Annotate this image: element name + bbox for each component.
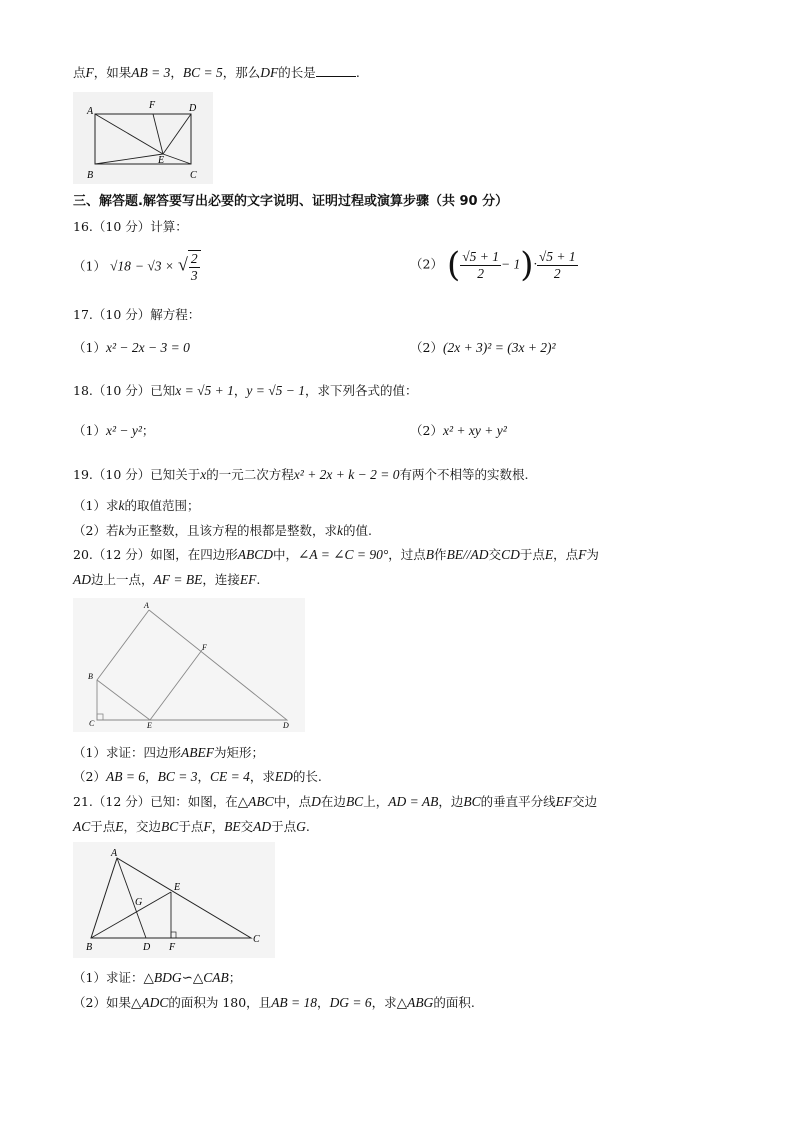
- label-C: C: [190, 170, 197, 181]
- q20-part1: [73, 744, 264, 762]
- text: 中，点: [273, 794, 312, 809]
- text: 19.（10 分）已知关于: [73, 467, 201, 482]
- math: F: [578, 547, 587, 562]
- text: 的面积为 180，且: [168, 995, 272, 1010]
- label-D: D: [189, 103, 197, 114]
- math: x² − 2x − 3 = 0: [105, 340, 190, 355]
- label-F: F: [202, 643, 207, 652]
- q17-head: 17.（10 分）解方程：: [73, 307, 201, 322]
- text: 的取值范围；: [124, 498, 200, 513]
- denominator: 2: [477, 265, 484, 281]
- q20-head: [73, 546, 599, 564]
- text: ，: [233, 383, 247, 398]
- denominator: 3: [190, 268, 198, 283]
- q19-part2: [73, 522, 372, 540]
- denominator: 2: [553, 265, 561, 281]
- math: − 1: [500, 256, 521, 272]
- label-C: C: [253, 934, 260, 945]
- text: ，点: [553, 547, 579, 562]
- text: ，交边: [123, 819, 162, 834]
- math: ABEF: [180, 745, 214, 760]
- math: k: [118, 498, 125, 513]
- q15-tail: [73, 64, 360, 82]
- text: ，: [317, 995, 330, 1010]
- math: EF: [239, 572, 257, 587]
- text: （2）如果: [73, 995, 131, 1010]
- part-label: （1）: [73, 340, 106, 355]
- text: ，求: [371, 995, 397, 1010]
- math: x² + xy + y²: [442, 423, 507, 438]
- math: △ABC: [237, 794, 274, 809]
- math: E: [544, 547, 554, 562]
- math: AB = 18: [271, 995, 318, 1010]
- math: F: [85, 65, 94, 80]
- math: BC: [463, 794, 481, 809]
- q21-part1: [73, 969, 241, 987]
- text: （1）求证：: [73, 970, 144, 985]
- text: ；: [228, 970, 242, 985]
- math: x: [200, 467, 207, 482]
- q21-part2: [73, 994, 475, 1012]
- text: .: [355, 65, 360, 80]
- text: 的面积.: [433, 995, 475, 1010]
- figure-q20-quadrilateral: [73, 598, 305, 732]
- math: x = √5 + 1: [175, 383, 234, 398]
- text: 的值.: [342, 523, 372, 538]
- q19-head: [73, 466, 528, 484]
- fraction: [537, 249, 578, 282]
- math: k: [336, 523, 343, 538]
- text: 边上一点，: [91, 572, 154, 587]
- label-C: C: [89, 719, 95, 728]
- text: ，: [170, 65, 183, 80]
- fraction: [460, 249, 501, 282]
- text: ，: [197, 769, 210, 784]
- label-A: A: [111, 848, 118, 859]
- answer-blank: [316, 64, 356, 77]
- text: 于点: [90, 819, 116, 834]
- math: √18: [109, 258, 131, 274]
- text: 的长.: [292, 769, 322, 784]
- part-label: （2）: [410, 256, 443, 272]
- math: BC = 3: [157, 769, 198, 784]
- text: ，过点: [388, 547, 426, 562]
- math: ED: [274, 769, 293, 784]
- math: − √3 ×: [134, 258, 174, 274]
- text: .: [305, 819, 310, 834]
- text: ，: [211, 819, 225, 834]
- math: △ADC: [130, 995, 169, 1010]
- text: 有两个不相等的实数根.: [399, 467, 529, 482]
- text: ，求: [249, 769, 275, 784]
- math: AF = BE: [153, 572, 203, 587]
- math: B: [425, 547, 435, 562]
- label-E: E: [158, 155, 165, 166]
- label-G: G: [135, 897, 143, 908]
- text: 的垂直平分线: [480, 794, 556, 809]
- math: ABCD: [237, 547, 274, 562]
- paren-open: (: [446, 245, 461, 285]
- text: 为矩形；: [213, 745, 264, 760]
- text: ；: [141, 423, 155, 438]
- text: ，连接: [202, 572, 240, 587]
- text: ，求下列各式的值：: [305, 383, 418, 398]
- numerator: √5 + 1: [538, 248, 576, 264]
- part-label: （1）: [73, 423, 106, 438]
- text: （2）若: [73, 523, 119, 538]
- math: AC: [73, 819, 91, 834]
- text: 20.（12 分）如图，在四边形: [73, 547, 238, 562]
- math: BC = 5: [182, 65, 223, 80]
- math: AB = 3: [131, 65, 171, 80]
- text: 为: [586, 547, 599, 562]
- text: 于点: [519, 547, 545, 562]
- text: 交: [488, 547, 502, 562]
- text: 中，: [273, 547, 299, 562]
- numerator: √5 + 1: [462, 248, 499, 264]
- label-B: B: [88, 672, 93, 681]
- q16-part2: [410, 245, 578, 285]
- text: 作: [434, 547, 447, 562]
- text: 的一元二次方程: [206, 467, 294, 482]
- math: x² − y²: [105, 423, 142, 438]
- text: 交: [240, 819, 254, 834]
- q18-part2: [410, 422, 507, 440]
- math: G: [296, 819, 306, 834]
- text: 在边: [320, 794, 346, 809]
- math: ∠A = ∠C = 90°: [298, 547, 389, 562]
- q17-part2: [410, 339, 556, 357]
- text: 交边: [572, 794, 598, 809]
- text: （1）求证：四边形: [73, 745, 181, 760]
- text: 的长是: [278, 65, 316, 80]
- text: 21.（12 分）已知：如图，在: [73, 794, 238, 809]
- text: 上，: [363, 794, 389, 809]
- label-F: F: [169, 942, 176, 953]
- q21-head: [73, 793, 597, 811]
- label-A: A: [144, 601, 149, 610]
- fraction: [188, 250, 201, 284]
- text: .: [256, 572, 261, 587]
- label-A: A: [87, 106, 94, 117]
- q19-part1: [73, 497, 199, 515]
- math: AD = AB: [388, 794, 439, 809]
- text: 于点: [178, 819, 204, 834]
- text: 为正整数，且该方程的根都是整数，求: [124, 523, 337, 538]
- math: F: [203, 819, 212, 834]
- math: BE//AD: [446, 547, 489, 562]
- math: E: [115, 819, 124, 834]
- math: ·: [533, 256, 537, 272]
- math: DG = 6: [329, 995, 372, 1010]
- math: BE: [224, 819, 241, 834]
- math: (2x + 3)² = (3x + 2)²: [442, 340, 556, 355]
- text: 18.（10 分）已知: [73, 383, 176, 398]
- section-title: 三、解答题.解答要写出必要的文字说明、证明过程或演算步骤（共 90 分）: [73, 194, 509, 209]
- q16-head: 16.（10 分）计算：: [73, 219, 188, 234]
- math: y = √5 − 1: [246, 383, 306, 398]
- part-label: （2）: [410, 423, 443, 438]
- part-label: （2）: [73, 769, 106, 784]
- label-D: D: [143, 942, 151, 953]
- numerator: 2: [190, 251, 198, 266]
- label-E: E: [147, 721, 152, 730]
- math: BC: [345, 794, 364, 809]
- text: ，边: [438, 794, 464, 809]
- math: △BDG∽△CAB: [143, 970, 229, 985]
- label-D: D: [283, 721, 289, 730]
- q18-part1: [73, 422, 154, 440]
- label-F: F: [149, 100, 156, 111]
- q18-head: [73, 382, 418, 400]
- part-label: （1）: [73, 258, 106, 274]
- math: BC: [161, 819, 179, 834]
- math: △ABG: [396, 995, 434, 1010]
- figure-q21-triangle: [73, 842, 275, 958]
- q20-head-line2: [73, 571, 260, 589]
- sqrt-sign: √: [177, 254, 188, 275]
- text: ，如果: [93, 65, 132, 80]
- text: 于点: [271, 819, 297, 834]
- math: CE = 4: [209, 769, 250, 784]
- figure-q15-rectangle: [73, 92, 213, 184]
- math: EF: [555, 794, 573, 809]
- part-label: （2）: [410, 340, 443, 355]
- q20-part2: [73, 768, 322, 786]
- math: AD: [253, 819, 272, 834]
- text: （1）求: [73, 498, 119, 513]
- math: D: [311, 794, 321, 809]
- q17-part1: [73, 339, 190, 357]
- label-B: B: [86, 942, 93, 953]
- q16-part1: [73, 250, 201, 284]
- math: AD: [73, 572, 91, 587]
- math: k: [118, 523, 125, 538]
- math: AB = 6: [105, 769, 146, 784]
- text: ，那么: [222, 65, 261, 80]
- text: 点: [73, 65, 86, 80]
- q21-head-line2: [73, 818, 310, 836]
- label-B: B: [87, 170, 94, 181]
- math: DF: [260, 65, 279, 80]
- label-E: E: [174, 882, 181, 893]
- paren-close: ): [520, 245, 534, 285]
- math: CD: [501, 547, 520, 562]
- text: ，: [145, 769, 158, 784]
- math: x² + 2x + k − 2 = 0: [293, 467, 400, 482]
